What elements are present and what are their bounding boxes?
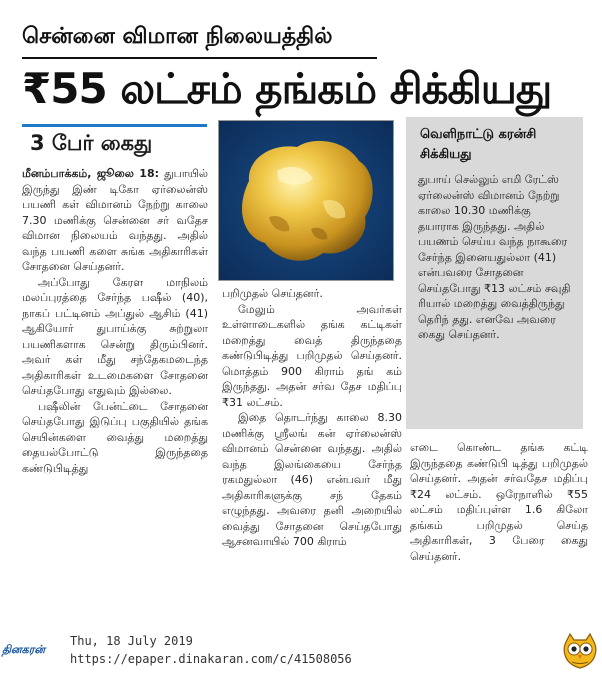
dateline: மீனம்பாக்கம், ஜூலை 18: xyxy=(22,167,160,180)
sidebar-heading: வெளிநாட்டு கரன்சி சிக்கியது xyxy=(420,127,537,162)
article-paragraph xyxy=(22,166,208,275)
article-paragraph: பறிமுதல் செய்தனர். xyxy=(222,287,323,300)
edition-date: Thu, 18 July 2019 xyxy=(70,634,193,648)
subhead: 3 பேர் கைது xyxy=(30,131,153,155)
owl-mascot-icon xyxy=(560,632,600,670)
brand-logo[interactable]: தினகரன் xyxy=(2,643,46,656)
article-paragraph: அப்போது கேரள மாநிலம் மலப்புரத்தை சேர்ந்த பஷீல் (40), நாகப் பட்டினம் அப்துல் ஆசிம் (41) ஆகியோர் துபாய்க்கு சுற்றுலா பயணிகளாக சென்று திரும்பினர். அவர் கள் மீது சந்தேகமடைந்த அதிகாரிகள் உடமைகளை சோதனை செய்தபோது எதுவும் இல்லை. xyxy=(22,275,208,397)
epaper-link[interactable]: https://epaper.dinakaran.com/c/41508056 xyxy=(70,652,352,666)
article-text: துபாயில் இருந்து இண் டிகோ ஏர்லைன்ஸ் பயணி கள் விமானம் நேற்று காலை 7.30 மணிக்கு சென்னை சர் வதேச விமான நிலையம் வந்தது. அதில் வந்த பயணி களை சுங்க அதிகாரிகள் சோதனை செய்தனர். xyxy=(22,167,208,273)
article-paragraph: இதை தொடர்ந்து காலை 8.30 மணிக்கு ஸ்ரீலங் கன் ஏர்லைன்ஸ் விமானம் சென்னை வந்தது. அதில் வந்த இலங்கையை சேர்ந்த ரகமதுல்லா (46) என்பவர் மீது அதிகாரிகளுக்கு சந் தேகம் எழுந்தது. அவரை தனி அறையில் வைத்து சோதனை செய்தபோது ஆசனவாயில் 700 கிராம் xyxy=(222,411,402,548)
kicker-title: சென்னை விமான நிலையத்தில் xyxy=(22,24,333,49)
article-column-2 xyxy=(222,286,402,550)
kicker-underline xyxy=(22,57,377,59)
article-paragraph: பஷீலின் பேன்ட்டை சோதனை செய்தபோது இடுப்பு பகுதியில் தங்க செயின்களை வைத்து மறைத்து தையல்போட்டு இருந்ததை கண்டுபிடித்து xyxy=(22,399,208,475)
article-paragraph: மேலும் அவர்கள் உள்ளாடைகளில் தங்க கட்டிகள் மறைத்து வைத் திருந்ததை கண்டுபிடித்து பறிமுதல் செய்தனர். மொத்தம் 900 கிராம் தங் கம் இருந்தது. அதன் சர்வ தேச மதிப்பு ₹31 லட்சம். xyxy=(222,302,402,409)
article-paragraph: எடை கொண்ட தங்க கட்டி இருந்ததை கண்டுபி டித்து பறிமுதல் செய்தனர். அதன் சர்வதேச மதிப்பு ₹24 லட்சம். ஒரேநாளில் ₹55 லட்சம் மதிப்புள்ள 1.6 கிலோ தங்கம் பறிமுதல் செய்த அதிகாரிகள், 3 பேரை கைது செய்தனர். xyxy=(410,441,588,563)
gold-nugget-photo xyxy=(218,120,394,281)
article-column-1 xyxy=(22,166,208,476)
article-column-3 xyxy=(410,440,588,564)
sidebar-box xyxy=(406,117,583,429)
sidebar-text: துபாய் செல்லும் எமி ரேட்ஸ் ஏர்லைன்ஸ் விமானம் நேற்று காலை 10.30 மணிக்கு தயாராக இருந்தது. அதில் பயணம் செய்ய வந்த நாகூரை சேர்ந்த இனையதுல்லா (41) என்பவரை சோதனை செய்தபோது ₹13 லட்சம் சவுதி ரியால் மறைத்து வைத்திருந்து தெரிந் தது. எனவே அவரை கைது செய்தனர். xyxy=(418,173,571,341)
headline: ₹55 லட்சம் தங்கம் சிக்கியது xyxy=(22,64,552,113)
footer-info xyxy=(70,632,510,668)
gold-nugget-image xyxy=(219,121,393,280)
subhead-rule xyxy=(22,124,207,127)
